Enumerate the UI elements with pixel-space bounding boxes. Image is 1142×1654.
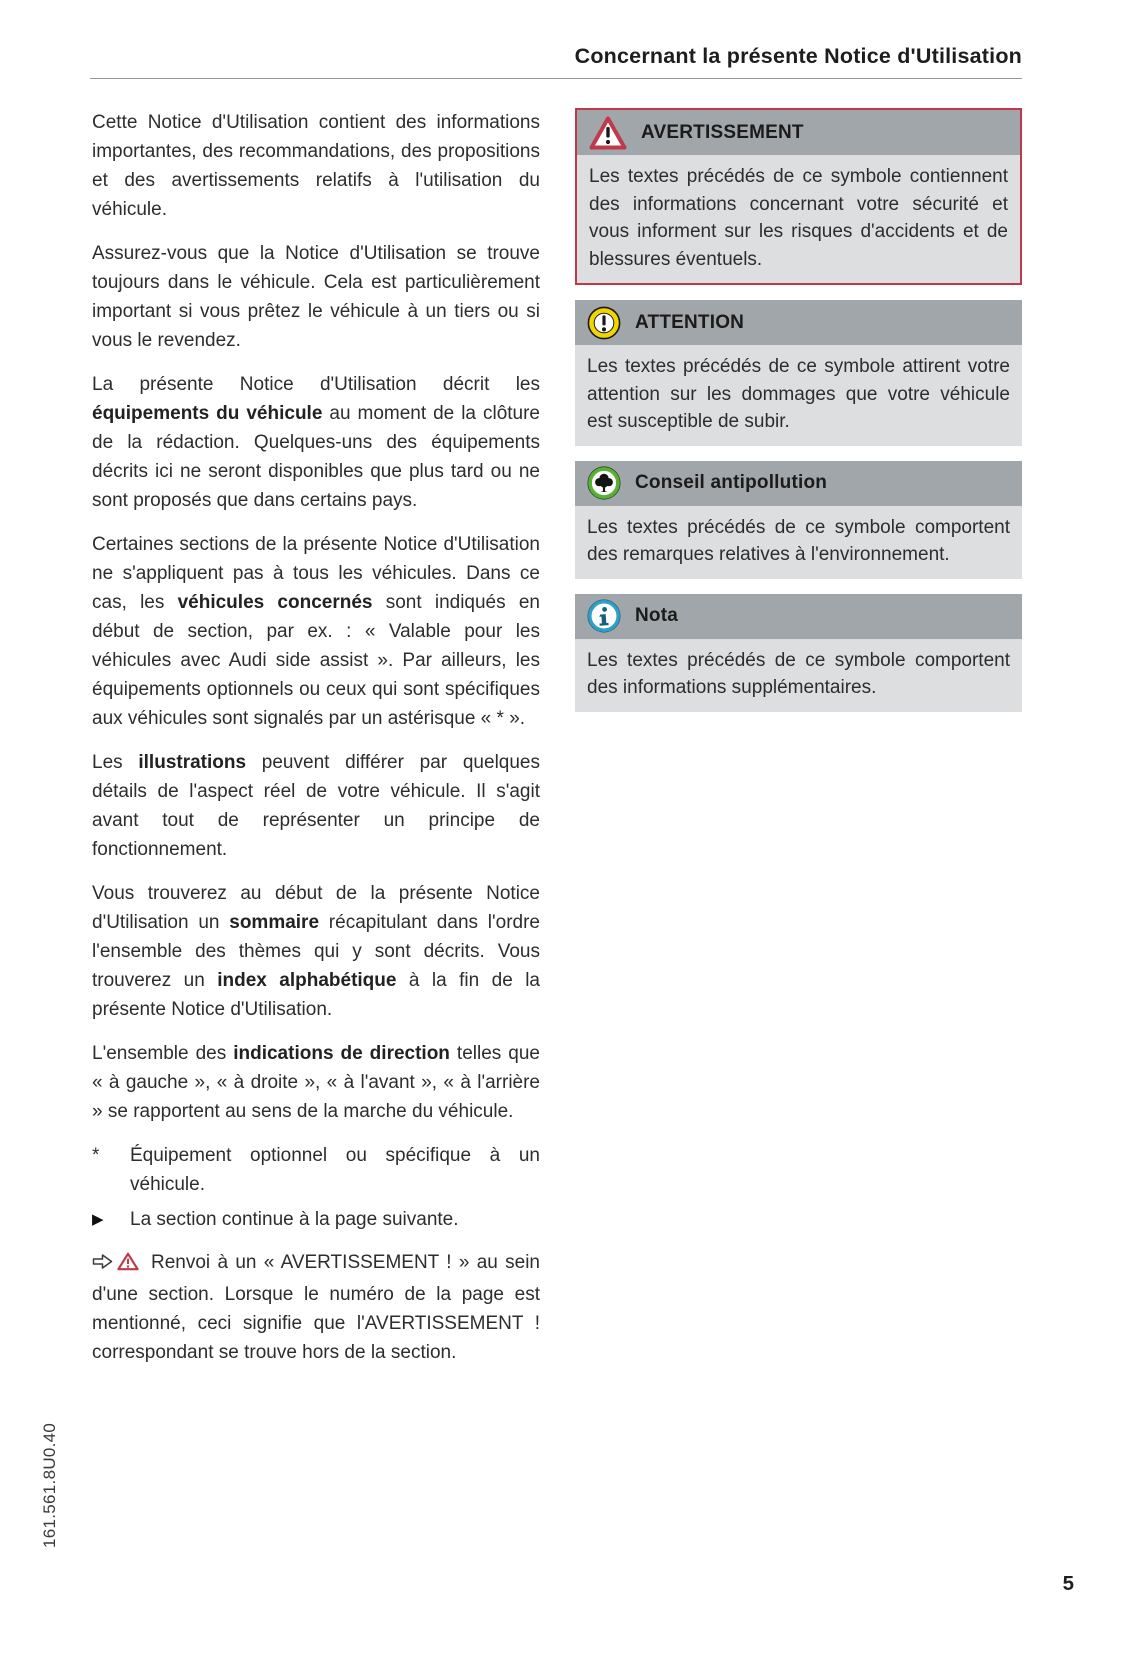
text-run: Vous trouverez au début de la présente Notice d'Utilisation un bbox=[92, 883, 540, 933]
page-header bbox=[90, 44, 1022, 79]
text-run: récapitulant dans l'ordre l'ensemble des thèmes qui y sont décrits. Vous trouverez un bbox=[92, 912, 540, 991]
right-column bbox=[575, 108, 1022, 1386]
text-run: Assurez-vous que la Notice d'Utilisation se trouve toujours dans le véhicule. Cela est particulièrement important si vous prêtez le véhicule à un tiers ou si vous le revendez. bbox=[92, 243, 540, 351]
legend-text: La section continue à la page suivante. bbox=[130, 1209, 459, 1230]
emphasis-text: index alphabétique bbox=[217, 970, 397, 991]
crossref-text: Renvoi à un « AVERTISSEMENT ! » au sein d'une section. Lorsque le numéro de la page est mentionné, ceci signifie que l'AVERTISSEMENT ! correspondant se trouve hors de la section. bbox=[92, 1252, 540, 1363]
paragraph-sommaire-index bbox=[92, 879, 540, 1024]
paragraph-directions bbox=[92, 1039, 540, 1126]
box-title: Conseil antipollution bbox=[635, 472, 828, 493]
content-columns bbox=[92, 108, 1022, 1386]
emphasis-text: indications de direction bbox=[233, 1043, 450, 1064]
box-title: Nota bbox=[635, 605, 679, 626]
attention-exclamation-icon bbox=[587, 306, 621, 340]
emphasis-text: équipements du véhicule bbox=[92, 403, 323, 424]
text-run: au moment de la clôture de la rédaction. Quelques-uns des équipements décrits ici ne seront disponibles que plus tard ou ne sont proposés que dans certains pays. bbox=[92, 403, 540, 511]
eco-tree-icon bbox=[587, 466, 621, 500]
box-body: Les textes précédés de ce symbole contiennent des informations concernant votre sécurité et vous informent sur les risques d'accidents et de blessures éventuels. bbox=[577, 155, 1020, 283]
text-run: peuvent différer par quelques détails de l'aspect réel de votre véhicule. Il s'agit avant tout de représenter un principe de fonctionnement. bbox=[92, 752, 540, 860]
legend-text: Équipement optionnel ou spécifique à un véhicule. bbox=[130, 1145, 540, 1195]
box-title: ATTENTION bbox=[635, 311, 745, 333]
info-icon bbox=[587, 599, 621, 633]
text-run: Les bbox=[92, 752, 139, 773]
asterisk-marker: * bbox=[92, 1145, 100, 1166]
warning-triangle-small-icon bbox=[117, 1251, 139, 1280]
avertissement-box-header bbox=[577, 110, 1020, 155]
box-body: Les textes précédés de ce symbole attirent votre attention sur les dommages que votre véhicule est susceptible de subir. bbox=[575, 345, 1022, 446]
attention-box-header bbox=[575, 300, 1022, 345]
legend-item-continuation bbox=[92, 1205, 540, 1234]
page-number: 5 bbox=[1062, 1572, 1074, 1595]
page-title: Concernant la présente Notice d'Utilisation bbox=[574, 44, 1022, 68]
continuation-triangle-marker: ▶ bbox=[92, 1211, 104, 1228]
conseil-antipollution-box-header bbox=[575, 461, 1022, 506]
emphasis-text: véhicules concernés bbox=[177, 592, 373, 613]
emphasis-text: illustrations bbox=[138, 752, 247, 773]
nota-box-header bbox=[575, 594, 1022, 639]
text-run: sont indiqués en début de section, par ex. : « Valable pour les véhicules avec Audi side assist ». Par ailleurs, les équipements optionnels ou ceux qui sont spécifiques aux véhicules sont signalés par un astérisque « * ». bbox=[92, 592, 540, 729]
paragraph-sections bbox=[92, 530, 540, 733]
box-body: Les textes précédés de ce symbole comportent des remarques relatives à l'environnement. bbox=[575, 506, 1022, 579]
text-run: à la fin de la présente Notice d'Utilisation. bbox=[92, 970, 540, 1020]
legend-item-asterisk bbox=[92, 1141, 540, 1199]
paragraph-keep-in-vehicle bbox=[92, 239, 540, 355]
left-column bbox=[92, 108, 540, 1386]
paragraph-illustrations bbox=[92, 748, 540, 864]
attention-box bbox=[575, 300, 1022, 446]
warning-triangle-icon bbox=[589, 116, 627, 150]
paragraph-intro bbox=[92, 108, 540, 224]
box-body: Les textes précédés de ce symbole comportent des informations supplémentaires. bbox=[575, 639, 1022, 712]
symbol-legend bbox=[92, 1141, 540, 1234]
spine-code: 161.561.8U0.40 bbox=[40, 1422, 59, 1548]
text-run: La présente Notice d'Utilisation décrit les bbox=[92, 374, 540, 395]
conseil-antipollution-box bbox=[575, 461, 1022, 579]
text-run: L'ensemble des bbox=[92, 1043, 234, 1064]
header-rule bbox=[90, 78, 1022, 79]
avertissement-box bbox=[575, 108, 1022, 285]
emphasis-text: sommaire bbox=[229, 912, 320, 933]
box-title: AVERTISSEMENT bbox=[641, 121, 804, 143]
crossref-paragraph bbox=[92, 1248, 540, 1367]
nota-box bbox=[575, 594, 1022, 712]
paragraph-equipment bbox=[92, 370, 540, 515]
text-run: Cette Notice d'Utilisation contient des informations importantes, des recommandations, des propositions et des avertissements relatifs à l'utilisation du véhicule. bbox=[92, 112, 540, 220]
reference-arrow-icon bbox=[92, 1250, 113, 1279]
text-run: Certaines sections de la présente Notice d'Utilisation ne s'appliquent pas à tous les véhicules. Dans ce cas, les bbox=[92, 534, 540, 613]
text-run: telles que « à gauche », « à droite », « à l'avant », « à l'arrière » se rapportent au sens de la marche du véhicule. bbox=[92, 1043, 540, 1122]
